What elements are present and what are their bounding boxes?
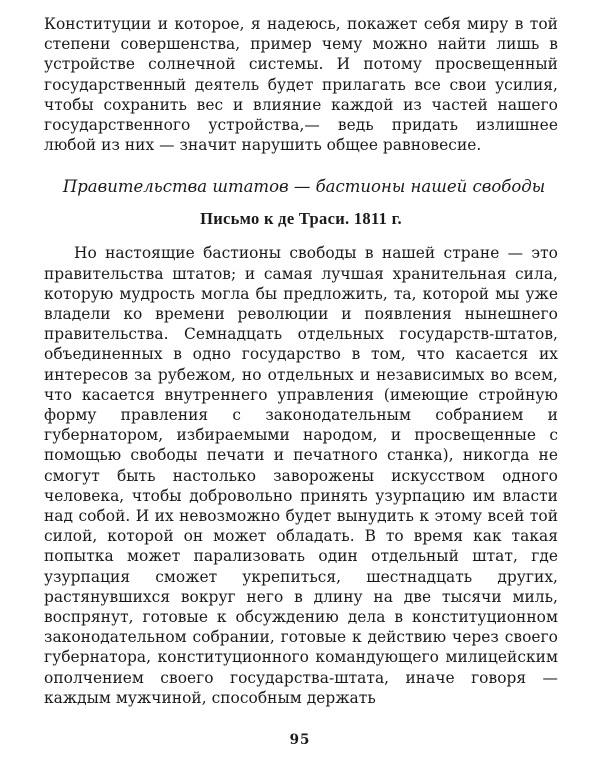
paragraph-main: Но настоящие бастионы свободы в нашей стране — это правительства штатов; и самая лучшая хранительная сила, которую мудрость могла бы предложить, та, которой мы уже владели ко времени революции и появления нынешнего правительства. Семнадцать отдельных государств-штатов, объединенных в одно государство в том, что касается их интересов за рубежом, но отдельных и независимых во всем, что касается внутреннего управления (имеющие стройную форму правления с законодательным собранием и губернатором, избираемыми народом, и просвещенные с помощью свободы печати и печатного станка), никогда не смогут быть настолько заворожены искусством одного человека, чтобы добровольно принять узурпацию им власти над собой. И их невозможно будет вынудить к этому всей той силой, которой он может обладать. В то время как такая попытка может парализовать один отдельный штат, где узурпация сможет укрепиться, шестнадцать других, растянувшихся вокруг него в длину на две тысячи миль, воспрянут, готовые к обсуждению дела в конституционном законодательном собрании, готовые к действию через своего губернатора, конституционного командующего милицейским ополчением своего государства-штата, иначе говоря — каждым мужчиной, способным держать (44, 244, 558, 707)
paragraph-top: Конституции и которое, я надеюсь, покажет себя миру в той степени совершенства, пример чему можно найти лишь в устройстве солнечной системы. И потому просвещенный государственный деятель будет прилагать все свои усилия, чтобы сохранить вес и влияние каждой из частей нашего государственного устройства,— ведь придать излишнее любой из них — значит нарушить общее равновесие. (44, 15, 558, 155)
letter-title: Письмо к де Траси. 1811 г. (200, 209, 402, 229)
page-number: 95 (289, 732, 311, 748)
section-title: Правительства штатов — бастионы нашей свободы (62, 177, 546, 197)
book-page (44, 14, 558, 758)
